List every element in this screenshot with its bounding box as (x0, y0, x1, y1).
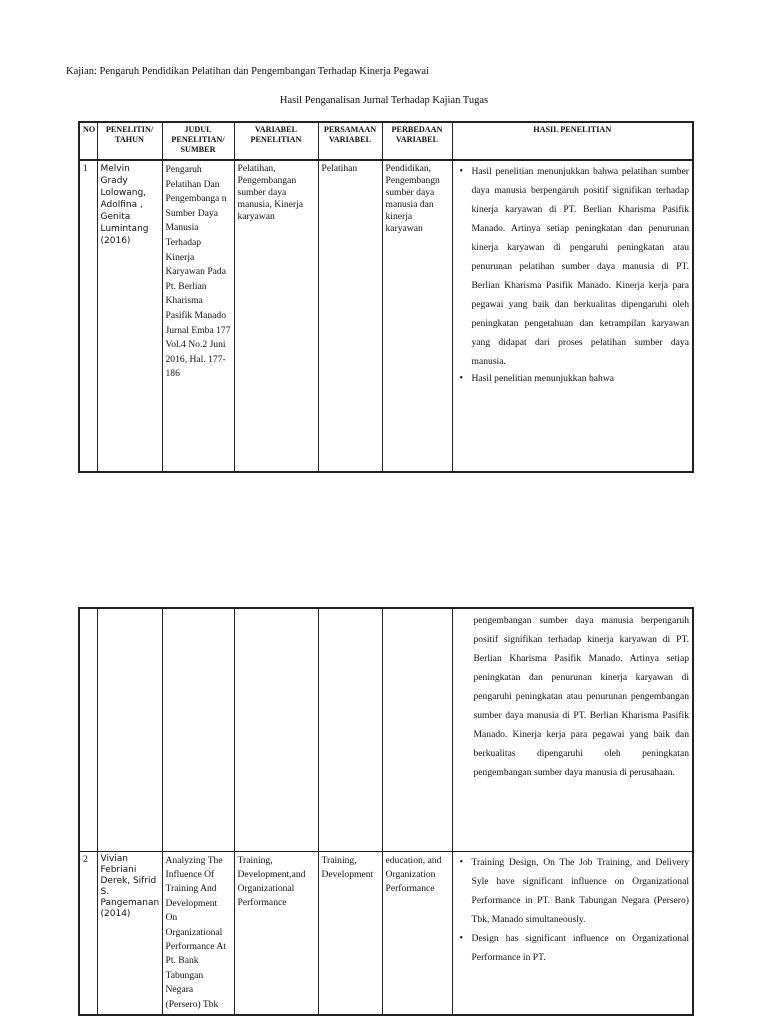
cell-judul (162, 608, 234, 851)
hasil-list (456, 162, 690, 387)
header-perbedaan: PERBEDAAN VARIABEL (382, 122, 452, 160)
cell-variabel (234, 608, 318, 851)
cell-persamaan (318, 608, 382, 851)
header-judul: JUDUL PENELITIAN/ SUMBER (162, 122, 234, 160)
table-header-row (79, 122, 693, 160)
list-item: • Design has significant influence on Organizational Performance in PT. (472, 929, 690, 967)
header-hasil: HASIL PENELITIAN (452, 122, 693, 160)
cell-judul: Analyzing The Influence Of Training And Development On Organizational Performance At Pt. Bank Tabungan Negara (Persero) Tbk (162, 851, 234, 1015)
cell-perbedaan: Pendidikan, Pengembangn sumber daya manusia dan kinerja karyawan (382, 160, 452, 472)
header-variabel: VARIABEL PENELITIAN (234, 122, 318, 160)
analysis-table (78, 121, 694, 473)
cell-peneliti: Melvin Grady Lolowang, Adolfina , Genita Lumintang (2016) (97, 160, 162, 472)
document-subtitle: Hasil Penganalisan Jurnal Terhadap Kajian Tugas (279, 95, 489, 106)
cell-persamaan: Pelatihan (318, 160, 382, 472)
cell-perbedaan (382, 608, 452, 851)
header-persamaan: PERSAMAAN VARIABEL (318, 122, 382, 160)
cell-hasil-continued: pengembangan sumber daya manusia berpengaruh positif signifikan terhadap kinerja karyawan di PT. Berlian Kharisma Pasifik Manado. Artinya setiap peningkatan dan penurunan kinerja karyawan di pengaruhi peningkatan atau penurunan pengembangan sumber daya manusia di PT. Berlian Kharisma Pasifik Manado. Kinerja kerja para pegawai yang baik dan berkualitas dipengaruhi oleh peningkatan pengembangan sumber daya manusia di perusahaan. (452, 608, 693, 851)
cell-persamaan: Training, Development (318, 851, 382, 1015)
document-heading: Kajian: Pengaruh Pendidikan Pelatihan dan Pengembangan Terhadap Kinerja Pegawai (66, 66, 429, 77)
cell-perbedaan: education, and Organization Performance (382, 851, 452, 1015)
table-row (79, 851, 693, 1015)
analysis-table-continued (78, 607, 694, 1016)
cell-peneliti: Vivian Febriani Derek, Sifrid S. Pangemanan (2014) (97, 851, 162, 1015)
hasil-list (456, 853, 690, 967)
list-item: • Hasil penelitian menunjukkan bahwa pelatihan sumber daya manusia berpengaruh positif signifikan terhadap kinerja karyawan di PT. Berlian Kharisma Pasifik Manado. Artinya setiap peningkatan dan penurunan kinerja karyawan di pengaruhi peningkatan atau penurunan pelatihan sumber daya manusia di PT. Berlian Kharisma Pasifik Manado. Kinerja kerja para pegawai yang baik dan berkualitas dipengaruhi oleh peningkatan pengetahuan dan ketrampilan karyawan yang didapat dari proses pelatihan sumber daya manusia. (472, 162, 690, 371)
cell-no: 2 (79, 851, 97, 1015)
header-peneliti: PENELITIN/ TAHUN (97, 122, 162, 160)
cell-variabel: Training, Development,and Organizational Performance (234, 851, 318, 1015)
cell-variabel: Pelatihan, Pengembangan sumber daya manusia, Kinerja karyawan (234, 160, 318, 472)
cell-no: 1 (79, 160, 97, 472)
cell-judul: Pengaruh Pelatihan Dan Pengembanga n Sumber Daya Manusia Terhadap Kinerja Karyawan Pada Pt. Berlian Kharisma Pasifik Manado Jurnal Emba 177 Vol.4 No.2 Juni 2016, Hal. 177-186 (162, 160, 234, 472)
cell-no (79, 608, 97, 851)
list-item: • Training Design, On The Job Training, and Delivery Syle have significant influence on Organizational Performance in PT. Bank Tabungan Negara (Persero) Tbk, Manado simultaneously. (472, 853, 690, 929)
header-no: NO (79, 122, 97, 160)
cell-peneliti (97, 608, 162, 851)
cell-hasil (452, 160, 693, 472)
list-item: • Hasil penelitian menunjukkan bahwa (472, 371, 690, 387)
table-row (79, 608, 693, 851)
cell-hasil (452, 851, 693, 1015)
table-row (79, 160, 693, 472)
